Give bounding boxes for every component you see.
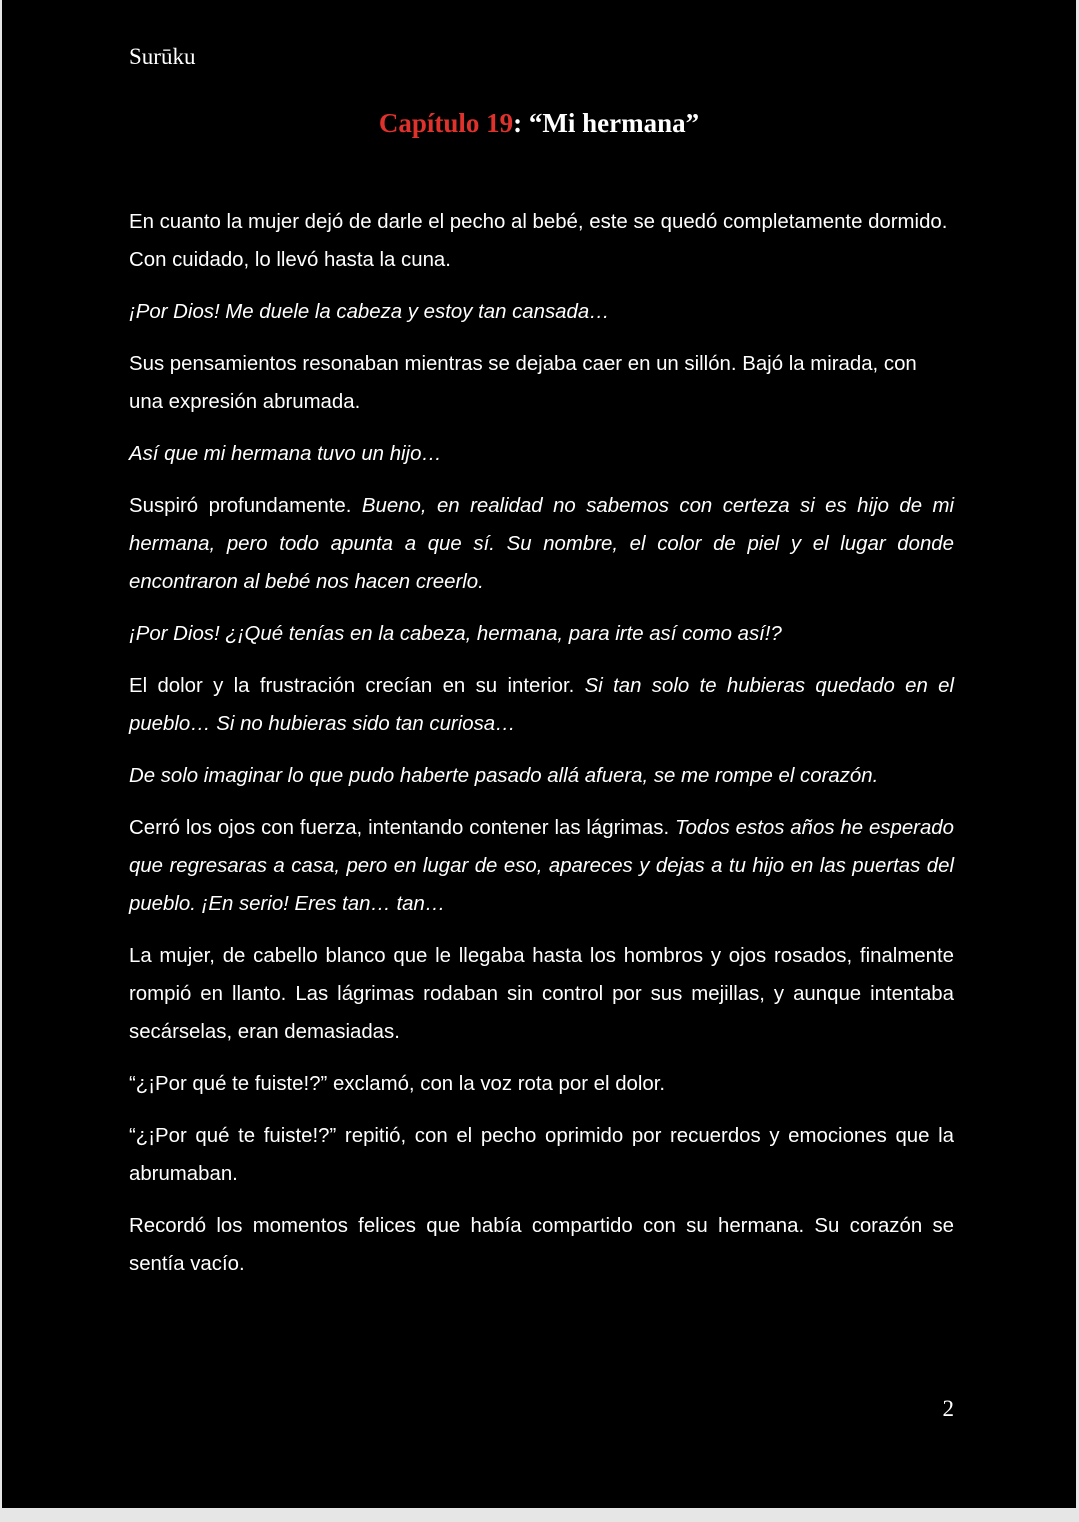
paragraph-5-thought: Bueno, en realidad no sabemos con certeza si es hijo de mi hermana, pero todo apunta a que sí. Su nombre, el color de piel y el lugar donde encontraron al bebé nos hacen creerlo. [129, 495, 954, 593]
chapter-separator: : [513, 108, 529, 138]
paragraph-7-narration: El dolor y la frustración crecían en su interior. [129, 675, 585, 697]
paragraph-7-thought: Si tan solo te hubieras quedado en el pueblo… Si no hubieras sido tan curiosa… [129, 675, 954, 735]
paragraph-3: Sus pensamientos resonaban mientras se dejaba caer en un sillón. Bajó la mirada, con una expresión abrumada. [129, 353, 917, 413]
paragraph-5-narration: Suspiró profundamente. [129, 495, 362, 517]
chapter-label: Capítulo 19 [378, 108, 514, 138]
paragraph-9 [129, 809, 954, 923]
paragraph-2-thought: ¡Por Dios! Me duele la cabeza y estoy tan cansada… [129, 301, 610, 323]
chapter-name: “Mi hermana” [528, 108, 700, 138]
paragraph-8-thought: De solo imaginar lo que pudo haberte pasado allá afuera, se me rompe el corazón. [129, 765, 879, 787]
document-page [2, 0, 1076, 1508]
paragraph-7 [129, 667, 954, 743]
paragraph-9-narration: Cerró los ojos con fuerza, intentando contener las lágrimas. [129, 817, 675, 839]
chapter-title [2, 108, 1076, 139]
paragraph-4-thought: Así que mi hermana tuvo un hijo… [129, 443, 442, 465]
paragraph-1: En cuanto la mujer dejó de darle el pecho al bebé, este se quedó completamente dormido. Con cuidado, lo llevó hasta la cuna. [129, 211, 948, 271]
page-number: 2 [942, 1396, 954, 1421]
paragraph-6-thought: ¡Por Dios! ¿¡Qué tenías en la cabeza, hermana, para irte así como así!? [129, 623, 782, 645]
running-header: Surūku [129, 44, 196, 69]
paragraph-13: Recordó los momentos felices que había compartido con su hermana. Su corazón se sentía vacío. [129, 1215, 954, 1275]
paragraph-5 [129, 487, 954, 601]
paragraph-11: “¿¡Por qué te fuiste!?” exclamó, con la voz rota por el dolor. [129, 1073, 666, 1095]
paragraph-12: “¿¡Por qué te fuiste!?” repitió, con el pecho oprimido por recuerdos y emociones que la abrumaban. [129, 1125, 954, 1185]
paragraph-10: La mujer, de cabello blanco que le llegaba hasta los hombros y ojos rosados, finalmente rompió en llanto. Las lágrimas rodaban sin control por sus mejillas, y aunque intentaba secárselas, eran demasiadas. [129, 945, 954, 1043]
body-text [129, 203, 954, 1297]
paragraph-9-thought: Todos estos años he esperado que regresaras a casa, pero en lugar de eso, apareces y dejas a tu hijo en las puertas del pueblo. ¡En serio! Eres tan… tan… [129, 817, 954, 915]
